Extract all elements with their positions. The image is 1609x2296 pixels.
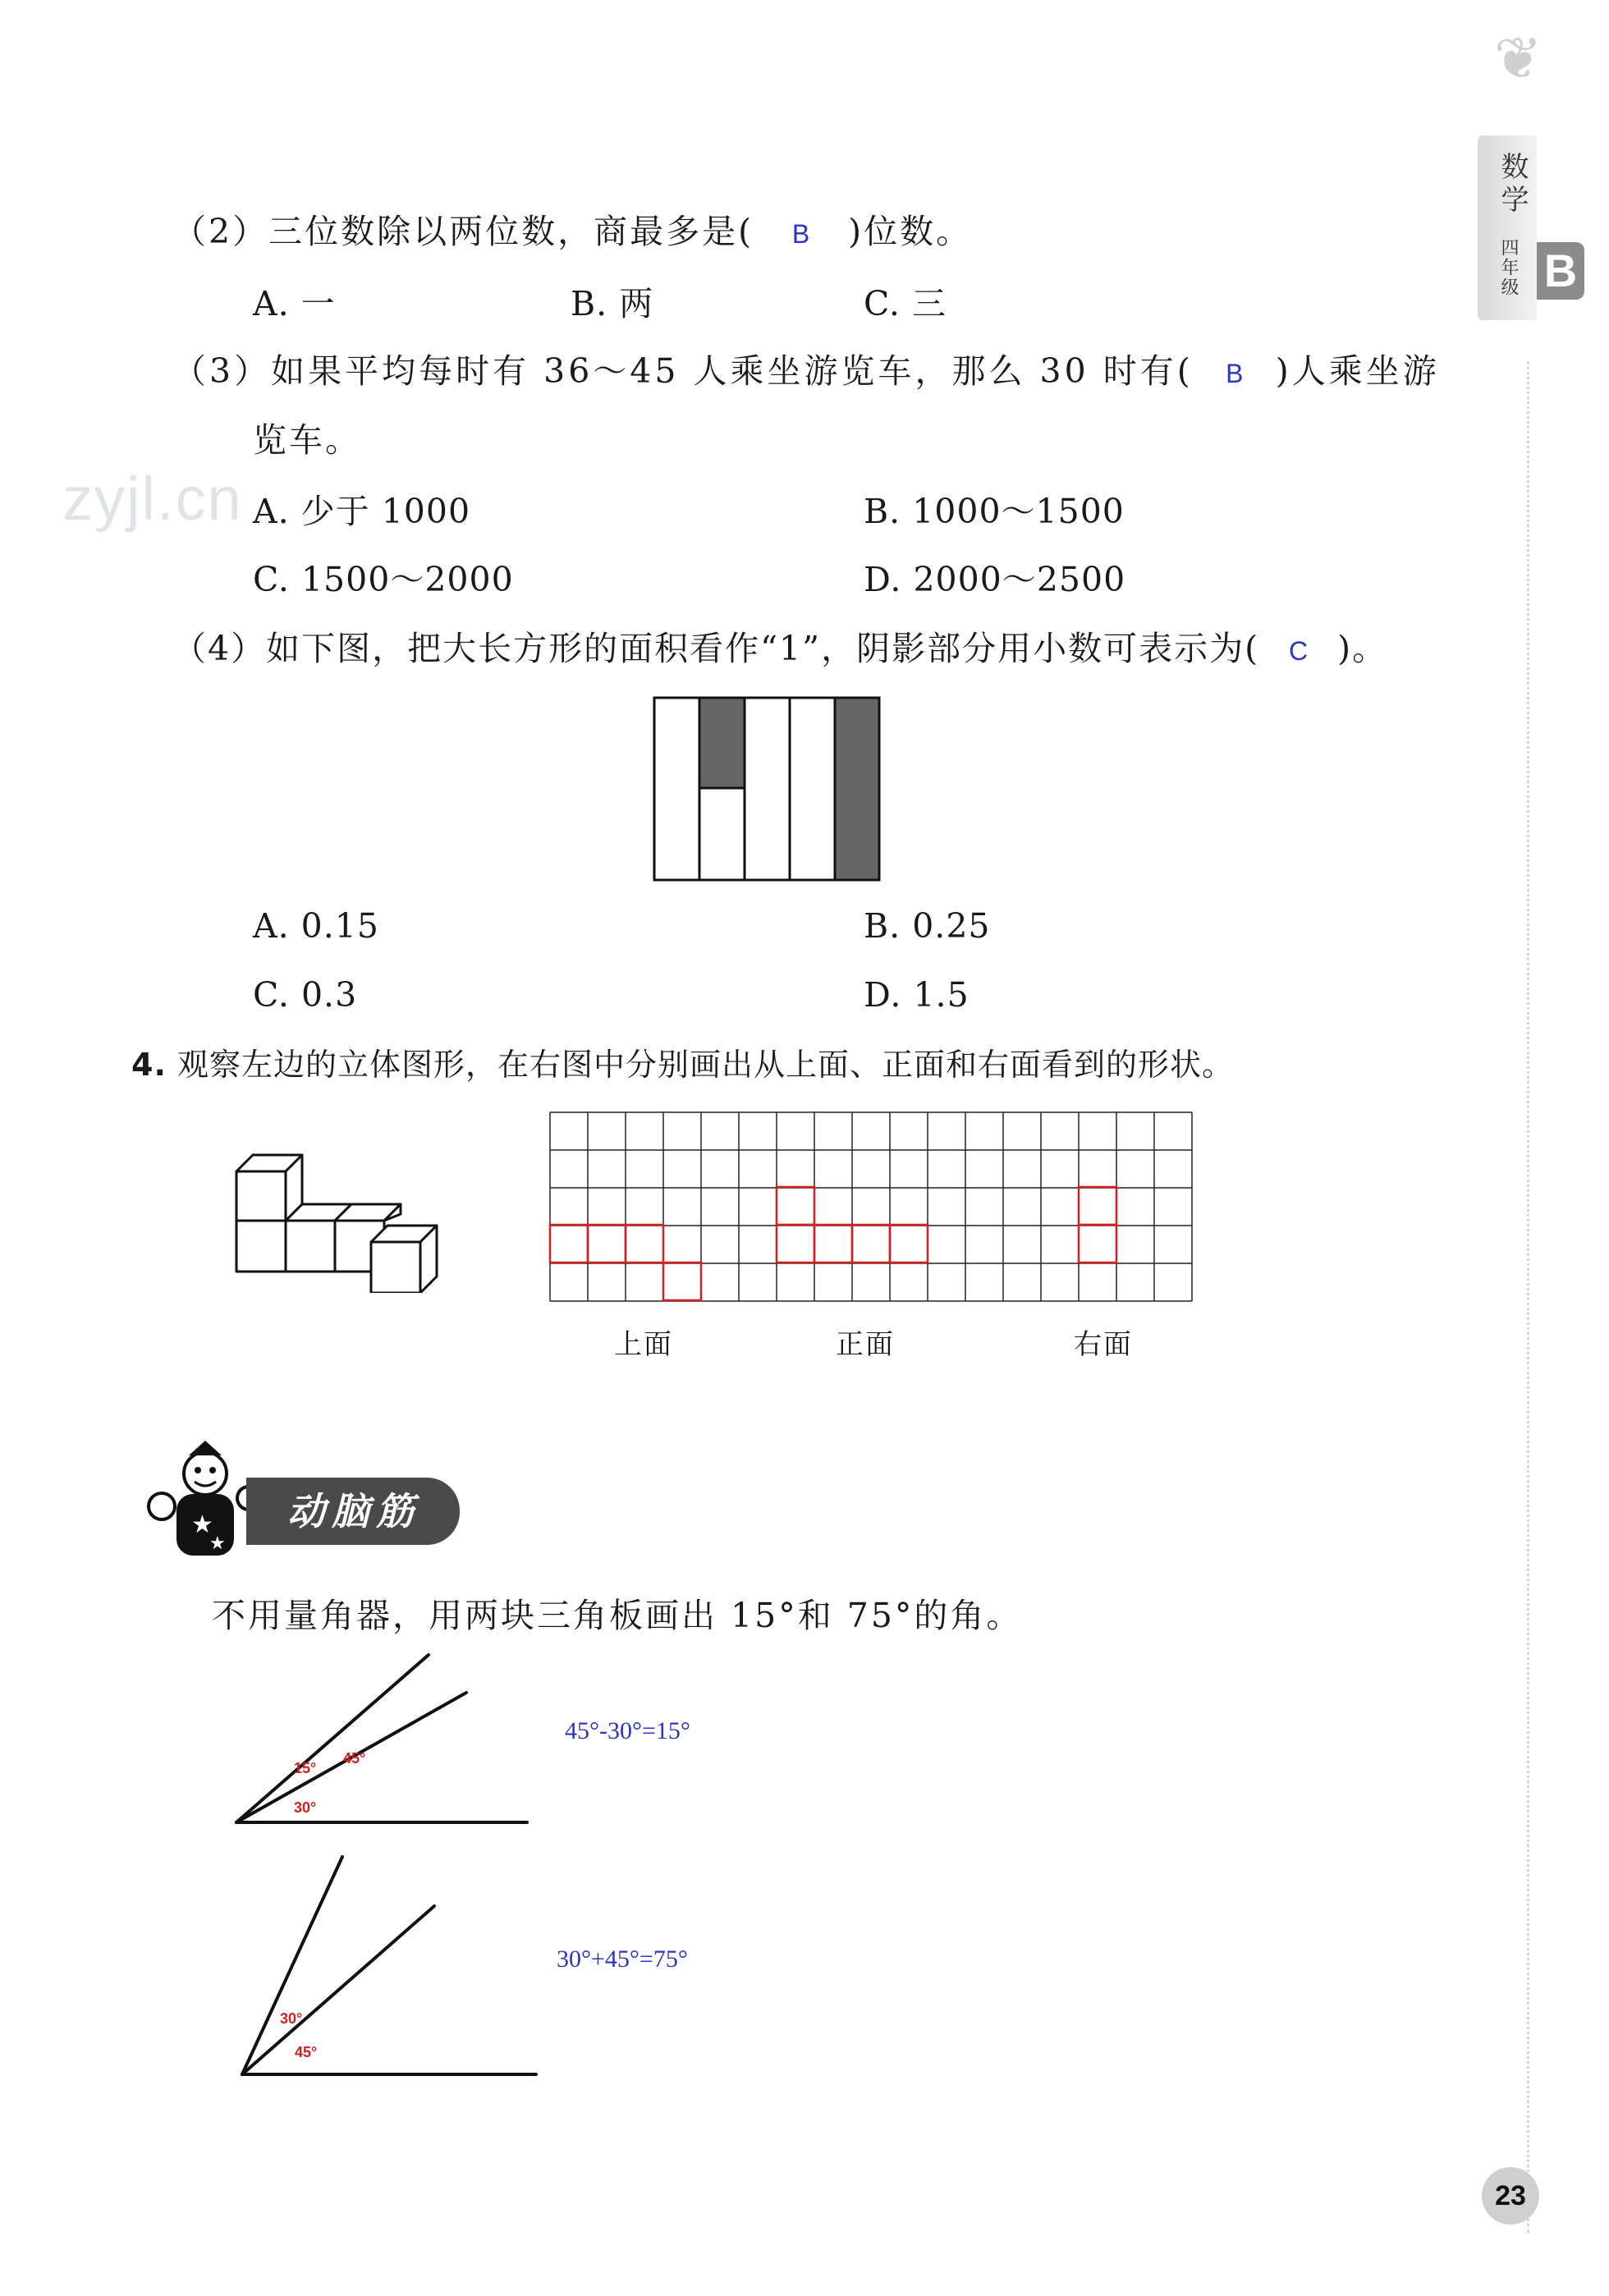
q4-option-a: A. 0.15	[253, 906, 379, 946]
q3-option-d: D. 2000～2500	[864, 560, 1126, 599]
front-view-cell	[777, 1187, 814, 1225]
watermark: zyjl.cn	[62, 465, 243, 533]
q2-stem	[172, 212, 973, 251]
q4-stem	[172, 629, 1388, 668]
subject-label: 数学	[1496, 152, 1529, 218]
problem4-number: 4.	[131, 1047, 167, 1083]
q4-stem-before: （4）如下图，把大长方形的面积看作“1”，阴影部分用小数可表示为(	[172, 629, 1260, 668]
q3-answer: B	[1226, 359, 1244, 388]
angle-label: 45°	[343, 1750, 366, 1767]
formula-75: 30°+45°=75°	[557, 1945, 688, 1973]
front-view-cell	[777, 1225, 814, 1263]
q4-stem-after: )。	[1337, 629, 1388, 668]
front-view-cell	[814, 1225, 852, 1263]
q3-option-b: B. 1000～1500	[864, 492, 1125, 531]
volume-badge: B	[1537, 242, 1584, 300]
problem4-heading	[131, 1047, 1234, 1083]
q3-option-c: C. 1500～2000	[253, 560, 514, 599]
page-edge-divider	[1527, 361, 1529, 2233]
angle-figure-75	[226, 1847, 546, 2085]
front-view-cell	[852, 1225, 890, 1263]
leaf-decoration-icon: ❦	[1494, 25, 1543, 92]
label-top-view: 上面	[614, 1328, 673, 1361]
q2-stem-before: （2）三位数除以两位数，商最多是(	[172, 212, 754, 251]
drawing-grid	[548, 1111, 1202, 1304]
q3-option-a: A. 少于 1000	[253, 492, 471, 531]
q2-answer: B	[791, 219, 810, 249]
top-view-cell	[550, 1225, 588, 1263]
grade-label: 四年级	[1498, 238, 1519, 297]
formula-15: 45°-30°=15°	[565, 1717, 690, 1744]
label-front-view: 正面	[836, 1328, 895, 1361]
svg-text:★: ★	[209, 1533, 226, 1554]
angle-figure-15	[222, 1642, 534, 1839]
problem4-text: 观察左边的立体图形，在右图中分别画出从上面、正面和右面看到的形状。	[176, 1047, 1234, 1083]
shaded-column	[835, 698, 879, 880]
shaded-top-part	[699, 698, 745, 788]
brain-question: 不用量角器，用两块三角板画出 15°和 75°的角。	[212, 1596, 1023, 1635]
q2-option-b: B. 两	[571, 284, 654, 323]
svg-text:★: ★	[191, 1510, 213, 1539]
q3-stem-line1	[172, 351, 1440, 391]
right-view-cell	[1079, 1187, 1116, 1225]
front-view-cell	[890, 1225, 928, 1263]
q3-stem-after: )人乘坐游	[1275, 351, 1440, 391]
angle-label: 45°	[295, 2044, 318, 2060]
q4-option-c: C. 0.3	[253, 975, 358, 1015]
section-banner: 动脑筋	[246, 1478, 460, 1545]
q2-option-a: A. 一	[253, 284, 336, 323]
angle-label: 15°	[294, 1760, 317, 1776]
cube-solid-figure	[230, 1145, 452, 1293]
q4-answer: C	[1289, 636, 1309, 666]
q2-stem-after: )位数。	[848, 212, 973, 251]
q2-option-c: C. 三	[864, 284, 947, 323]
q3-stem-before: （3）如果平均每时有 36～45 人乘坐游览车，那么 30 时有(	[172, 351, 1194, 391]
shaded-rectangle-figure	[653, 696, 882, 883]
q4-option-b: B. 0.25	[864, 906, 991, 946]
page-number: 23	[1482, 2167, 1539, 2225]
label-right-view: 右面	[1074, 1328, 1133, 1361]
q4-option-d: D. 1.5	[864, 975, 970, 1015]
subject-tab	[1478, 135, 1537, 320]
q3-stem-line2: 览车。	[253, 420, 361, 460]
top-view-cell	[663, 1263, 701, 1300]
top-view-cell	[588, 1225, 626, 1263]
angle-label: 30°	[294, 1799, 317, 1816]
angle-label: 30°	[280, 2010, 303, 2027]
right-view-cell	[1079, 1225, 1116, 1263]
top-view-cell	[626, 1225, 663, 1263]
